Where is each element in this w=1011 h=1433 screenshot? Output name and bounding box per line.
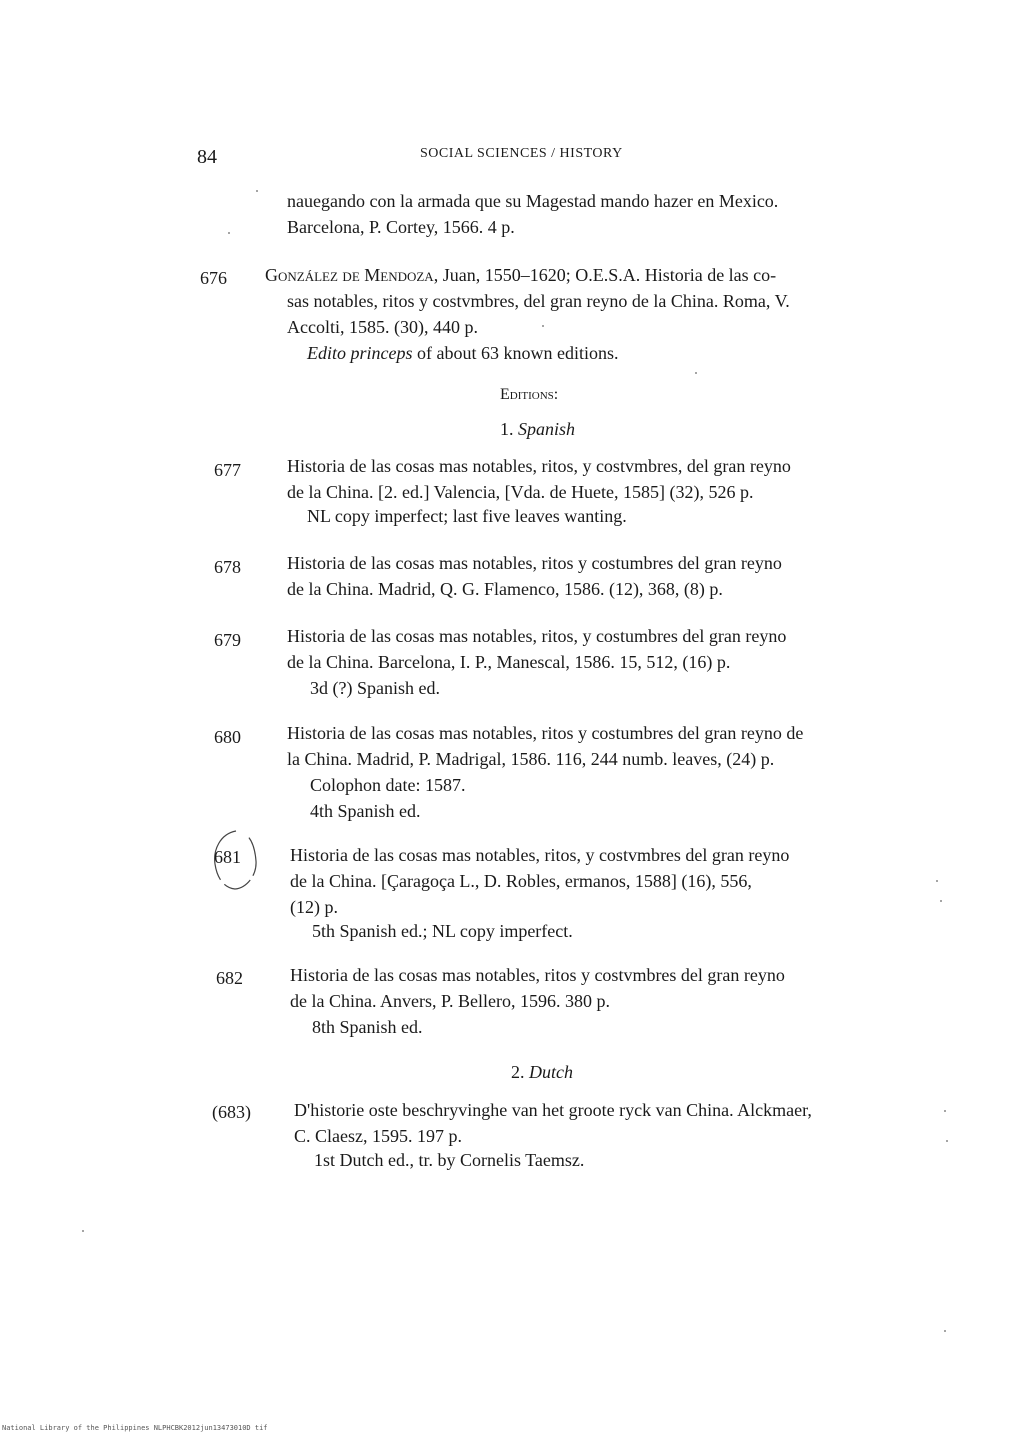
entry-number-681: 681 (214, 847, 241, 867)
entry-679-line-1: Historia de las cosas mas notables, ritos, y costumbres del gran reyno (287, 626, 787, 646)
entry-number-677: 677 (214, 460, 241, 480)
section-spanish-label: Spanish (518, 419, 576, 439)
entry-678-line-1: Historia de las cosas mas notables, ritos y costumbres del gran reyno (287, 553, 782, 573)
scan-speck (946, 1140, 948, 1142)
entry-677-note-1: NL copy imperfect; last five leaves wanting. (307, 506, 627, 526)
entry-676-note (307, 340, 618, 366)
entry-number-683: (683) (212, 1102, 251, 1122)
section-dutch-number: 2. (511, 1062, 529, 1082)
page-number: 84 (197, 146, 217, 168)
entry-678-line-2: de la China. Madrid, Q. G. Flamenco, 1586. (12), 368, (8) p. (287, 579, 723, 599)
scan-speck (944, 1330, 946, 1332)
scan-footer: National Library of the Philippines NLPHCBK2012jun13473010D tif (2, 1424, 268, 1432)
entry-681-line-3: (12) p. (290, 897, 338, 917)
entry-676-note-italic: Edito princeps (307, 343, 413, 363)
running-head: SOCIAL SCIENCES / HISTORY (420, 146, 623, 161)
entry-number-682: 682 (216, 968, 243, 988)
section-spanish-number: 1. (500, 419, 518, 439)
scan-speck (82, 1230, 84, 1232)
entry-681-line-1: Historia de las cosas mas notables, ritos, y costvmbres del gran reyno (290, 845, 790, 865)
editions-heading: Editions: (500, 386, 559, 403)
entry-number-679: 679 (214, 630, 241, 650)
entry-number-678: 678 (214, 557, 241, 577)
entry-682-line-2: de la China. Anvers, P. Bellero, 1596. 380 p. (290, 991, 610, 1011)
scan-speck (944, 1110, 946, 1112)
section-dutch (511, 1062, 573, 1083)
entry-681-line-2: de la China. [Çaragoça L., D. Robles, ermanos, 1588] (16), 556, (290, 871, 752, 891)
entry-677-line-2: de la China. [2. ed.] Valencia, [Vda. de Huete, 1585] (32), 526 p. (287, 482, 754, 502)
entry-679-line-2: de la China. Barcelona, I. P., Manescal, 1586. 15, 512, (16) p. (287, 652, 731, 672)
entry-676-author: González de Mendoza, (265, 265, 439, 285)
entry-680-line-1: Historia de las cosas mas notables, ritos y costumbres del gran reyno de (287, 723, 804, 743)
entry-676-line-1-rest: Juan, 1550–1620; O.E.S.A. Historia de las co- (438, 265, 777, 285)
section-dutch-label: Dutch (529, 1062, 573, 1082)
entry-683-note-1: 1st Dutch ed., tr. by Cornelis Taemsz. (314, 1150, 585, 1170)
section-spanish (500, 419, 575, 440)
scan-speck (936, 880, 938, 882)
scan-speck (256, 190, 258, 192)
scan-speck (940, 900, 942, 902)
continuation-line-1: nauegando con la armada que su Magestad mando hazer en Mexico. (287, 191, 779, 211)
entry-676-line-2: sas notables, ritos y costvmbres, del gran reyno de la China. Roma, V. (287, 291, 790, 311)
entry-680-line-2: la China. Madrid, P. Madrigal, 1586. 116, 244 numb. leaves, (24) p. (287, 749, 775, 769)
entry-number-676: 676 (200, 268, 227, 288)
scan-speck (695, 372, 697, 374)
entry-683-line-1: D'historie oste beschryvinghe van het groote ryck van China. Alckmaer, (294, 1100, 812, 1120)
entry-680-note-2: 4th Spanish ed. (310, 801, 421, 821)
continuation-line-2: Barcelona, P. Cortey, 1566. 4 p. (287, 217, 515, 237)
entry-number-680: 680 (214, 727, 241, 747)
entry-680-note-1: Colophon date: 1587. (310, 775, 466, 795)
entry-683-line-2: C. Claesz, 1595. 197 p. (294, 1126, 462, 1146)
entry-682-line-1: Historia de las cosas mas notables, ritos y costvmbres del gran reyno (290, 965, 785, 985)
entry-682-note-1: 8th Spanish ed. (312, 1017, 423, 1037)
scan-speck (228, 232, 230, 234)
scan-speck (542, 325, 544, 327)
entry-676-line-1 (265, 262, 776, 288)
entry-676-note-rest: of about 63 known editions. (412, 343, 619, 363)
entry-679-note-1: 3d (?) Spanish ed. (310, 678, 440, 698)
entry-676-line-3: Accolti, 1585. (30), 440 p. (287, 317, 478, 337)
entry-677-line-1: Historia de las cosas mas notables, ritos, y costvmbres, del gran reyno (287, 456, 791, 476)
entry-681-note-1: 5th Spanish ed.; NL copy imperfect. (312, 921, 573, 941)
